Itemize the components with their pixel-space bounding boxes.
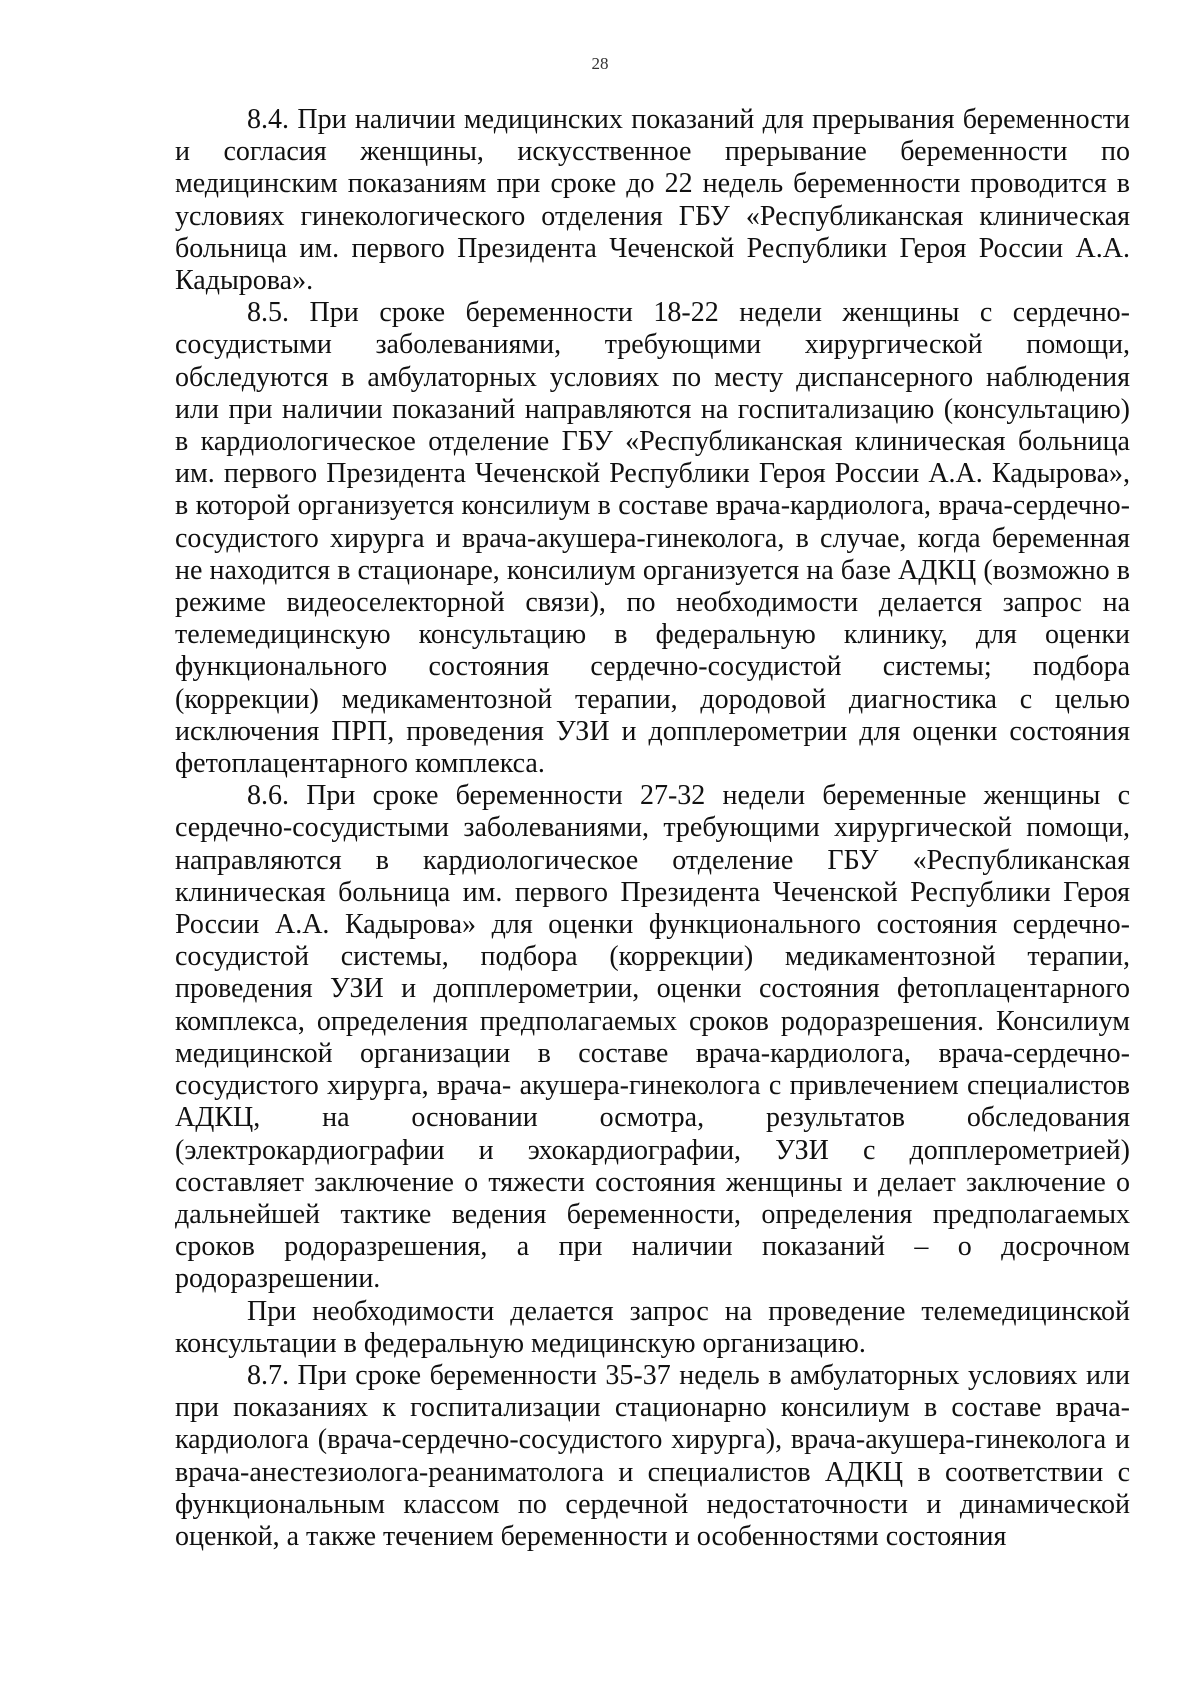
paragraph-8-4: 8.4. При наличии медицинских показаний для прерывания беременности и согласия женщины, искусственное прерывание беременности по медицинским показаниям при сроке до 22 недель беременности проводится в условиях гинекологического отделения ГБУ «Республиканская клиническая больница им. первого Президента Чеченской Республики Героя России А.А. Кадырова». <box>175 104 1130 297</box>
paragraph-telemedicine: При необходимости делается запрос на проведение телемедицинской консультации в федеральную медицинскую организацию. <box>175 1295 1130 1359</box>
paragraph-8-5: 8.5. При сроке беременности 18-22 недели женщины с сердечно-сосудистыми заболеваниями, требующими хирургической помощи, обследуются в амбулаторных условиях по месту диспансерного наблюдения или при наличии показаний направляются на госпитализацию (консультацию) в кардиологическое отделение ГБУ «Республиканская клиническая больница им. первого Президента Чеченской Республики Героя России А.А. Кадырова», в которой организуется консилиум в составе врача-кардиолога, врача-сердечно-сосудистого хирурга и врача-акушера-гинеколога, в случае, когда беременная не находится в стационаре, консилиум организуется на базе АДКЦ (возможно в режиме видеоселекторной связи), по необходимости делается запрос на телемедицинскую консультацию в федеральную клинику, для оценки функционального состояния сердечно-сосудистой системы; подбора (коррекции) медикаментозной терапии, дородовой диагностика с целью исключения ПРП, проведения УЗИ и допплерометрии для оценки состояния фетоплацентарного комплекса. <box>175 297 1130 780</box>
document-body <box>175 104 1130 1553</box>
page-number: 28 <box>591 54 609 73</box>
paragraph-8-6: 8.6. При сроке беременности 27-32 недели беременные женщины с сердечно-сосудистыми заболеваниями, требующими хирургической помощи, направляются в кардиологическое отделение ГБУ «Республиканская клиническая больница им. первого Президента Чеченской Республики Героя России А.А. Кадырова» для оценки функционального состояния сердечно-сосудистой системы, подбора (коррекции) медикаментозной терапии, проведения УЗИ и допплерометрии, оценки состояния фетоплацентарного комплекса, определения предполагаемых сроков родоразрешения. Консилиум медицинской организации в составе врача-кардиолога, врача-сердечно-сосудистого хирурга, врача- акушера-гинеколога с привлечением специалистов АДКЦ, на основании осмотра, результатов обследования (электрокардиографии и эхокардиографии, УЗИ с допплерометрией) составляет заключение о тяжести состояния женщины и делает заключение о дальнейшей тактике ведения беременности, определения предполагаемых сроков родоразрешения, а при наличии показаний – о досрочном родоразрешении. <box>175 780 1130 1295</box>
paragraph-8-7: 8.7. При сроке беременности 35-37 недель в амбулаторных условиях или при показаниях к госпитализации стационарно консилиум в составе врача-кардиолога (врача-сердечно-сосудистого хирурга), врача-акушера-гинеколога и врача-анестезиолога-реаниматолога и специалистов АДКЦ в соответствии с функциональным классом по сердечной недостаточности и динамической оценкой, а также течением беременности и особенностями состояния <box>175 1359 1130 1552</box>
